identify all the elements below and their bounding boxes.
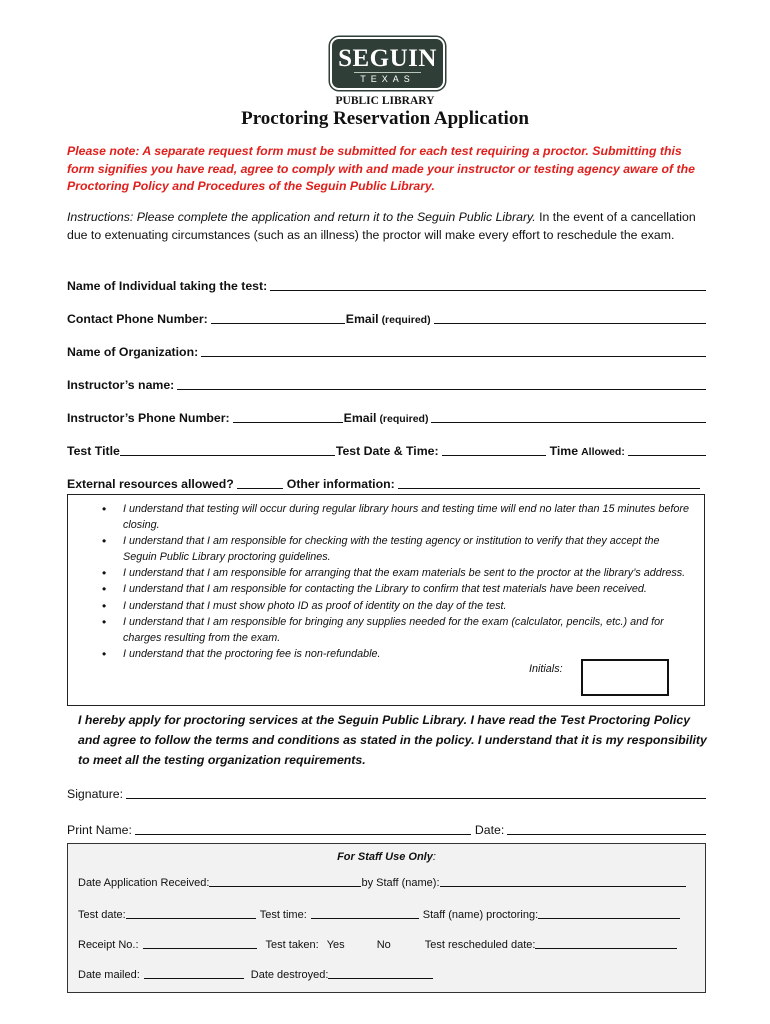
instructor-phone-label: Instructor’s Phone Number: [67,411,230,425]
staff-proctoring-field[interactable] [538,907,680,919]
staff-row-received [78,871,698,889]
logo-main-text: SEGUIN [338,45,437,72]
time-allowed-label: Allowed: [581,446,625,458]
initials-field[interactable] [581,659,669,696]
organization-label: Name of Organization: [67,345,199,359]
other-info-label: Other information: [286,477,395,491]
instructor-phone-row [67,405,707,425]
date-label: Date: [474,823,505,837]
individual-name-label: Name of Individual taking the test: [67,279,268,293]
external-resources-row [67,471,707,491]
date-destroyed-field[interactable] [328,967,433,979]
logo-divider [354,72,421,73]
individual-name-field[interactable] [270,277,706,291]
staff-use-title [68,851,705,863]
acknowledgements-list [102,501,692,662]
logo-sub-text: TEXAS [360,74,415,84]
receipt-no-field[interactable] [143,937,257,949]
library-logo [330,37,445,90]
signature-label: Signature: [67,787,124,801]
staff-row-receipt [78,933,698,951]
date-mailed-label: Date mailed: [78,969,140,981]
declaration-text: I hereby apply for proctoring services at the Seguin Public Library. I have read the Test Proctoring Policy and agree to follow the terms and conditions as stated in the policy. I understand that it is my responsibility to meet all the testing organization requirements. [78,713,707,767]
list-item: • I understand that I am responsible for bringing any supplies needed for the exam (calculator, pencils, etc.) and for charges resulting from the exam. [102,614,692,646]
date-destroyed-label: Date destroyed: [250,969,329,981]
date-mailed-field[interactable] [144,967,244,979]
test-date-label: Test date: [78,909,126,921]
signature-row [67,781,707,801]
organization-row [67,339,707,359]
list-item: • I understand that testing will occur during regular library hours and testing time will end no later than 15 minutes before closing. [102,501,692,533]
external-resources-field[interactable] [237,475,283,489]
staff-row-mailed [78,963,698,981]
instructor-phone-field[interactable] [233,409,343,423]
please-note-text: Please note: A separate request form must be submitted for each test requiring a proctor. Submitting this form signifies you have read, agree to comply with and made your instructor or testing agency aware of the Proctoring Policy and Procedures of the Seguin Public Library. [67,144,695,193]
acknowledgements-box [67,494,705,706]
external-resources-label: External resources allowed? [67,477,234,491]
email-label: Email [345,312,379,326]
individual-name-row [67,273,707,293]
test-date-time-field[interactable] [442,442,546,456]
library-name: PUBLIC LIBRARY [335,95,435,107]
instructions-italic: Instructions: Please complete the application and return it to the Seguin Public Library. [67,210,536,224]
instructor-name-label: Instructor’s name: [67,378,175,392]
staff-use-title-text: For Staff Use Only [337,851,433,863]
instructor-email-field[interactable] [431,409,706,423]
test-row [67,438,707,458]
staff-use-title-colon: : [432,851,436,863]
instructions-plain: In the event of a cancellation due to extenuating circumstances (such as an illness) the proctor will make every effort to reschedule the exam. [67,210,696,242]
contact-phone-field[interactable] [211,310,345,324]
instructions-text [67,209,707,244]
organization-field[interactable] [201,343,706,357]
other-info-field[interactable] [398,475,700,489]
test-taken-no[interactable]: No [376,939,391,951]
instructor-name-field[interactable] [177,376,706,390]
instructor-email-required-note: (required) [379,413,429,425]
contact-phone-label: Contact Phone Number: [67,312,208,326]
initials-label: Initials: [529,663,563,675]
staff-proctoring-label: Staff (name) proctoring: [422,909,539,921]
by-staff-label: by Staff (name): [361,877,440,889]
print-name-label: Print Name: [67,823,132,837]
list-item: • I understand that I am responsible for arranging that the exam materials be sent to the proctor at the library’s address. [102,565,692,581]
test-rescheduled-field[interactable] [535,937,677,949]
receipt-no-label: Receipt No.: [78,939,139,951]
staff-use-box [67,843,706,993]
test-rescheduled-label: Test rescheduled date: [424,939,536,951]
test-date-time-label: Test Date & Time: [335,444,439,458]
date-received-label: Date Application Received: [78,877,210,889]
list-item: • I understand that I must show photo ID as proof of identity on the day of the test. [102,598,692,614]
test-title-field[interactable] [120,442,335,456]
test-taken-label: Test taken: [265,939,319,951]
test-taken-yes[interactable]: Yes [326,939,345,951]
test-time-label: Test time: [259,909,307,921]
test-title-label: Test Title [67,444,120,458]
signature-field[interactable] [126,785,706,799]
test-date-field[interactable] [126,907,256,919]
test-time-field[interactable] [311,907,419,919]
staff-row-test [78,903,698,921]
list-item: • I understand that the proctoring fee is non-refundable. [102,646,692,662]
instructor-email-label: Email [343,411,377,425]
contact-row [67,306,707,326]
date-field[interactable] [507,821,706,835]
time-allowed-field[interactable] [628,442,706,456]
list-item: • I understand that I am responsible for checking with the testing agency or institution to verify that they accept the Seguin Public Library proctoring guidelines. [102,533,692,565]
list-item: • I understand that I am responsible for contacting the Library to confirm that test materials have been received. [102,581,692,597]
instructor-name-row [67,372,707,392]
print-name-field[interactable] [135,821,471,835]
email-required-note: (required) [381,314,431,326]
time-label: Time [549,444,579,458]
email-field[interactable] [434,310,706,324]
print-name-row [67,817,707,837]
by-staff-field[interactable] [440,875,686,887]
form-title: Proctoring Reservation Application [241,108,529,129]
date-received-field[interactable] [209,875,361,887]
